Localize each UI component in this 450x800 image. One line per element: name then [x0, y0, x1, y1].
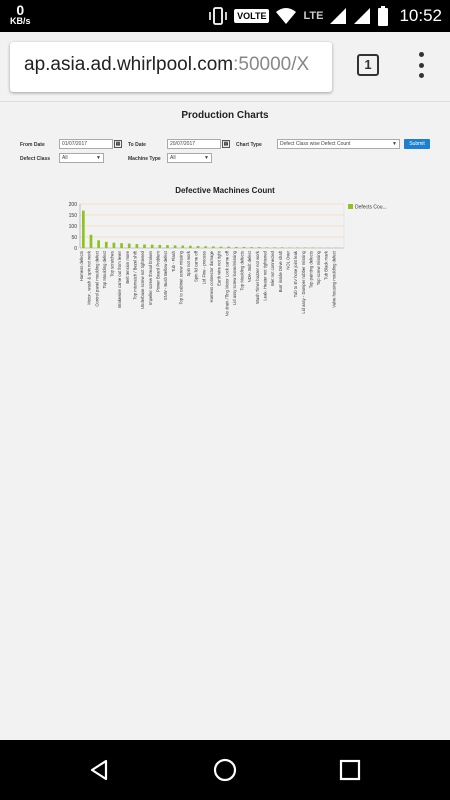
volte-badge: VOLTE	[234, 9, 269, 23]
defects-bar-chart	[0, 196, 450, 436]
x-tick-label: Underbase screw not tightened	[140, 251, 146, 309]
bar	[204, 246, 207, 248]
machine-type-value: All	[170, 155, 176, 161]
bar	[166, 245, 169, 248]
bar	[82, 211, 85, 248]
bar	[281, 247, 284, 248]
chart-title: Defective Machines Count	[175, 186, 275, 195]
x-tick-label: Power Board Problem	[155, 251, 161, 292]
x-tick-label: No drain /Tlng Motor Lock came off	[224, 251, 230, 317]
back-icon[interactable]	[88, 758, 112, 782]
bar	[128, 244, 131, 248]
defect-class-label: Defect Class	[20, 156, 51, 162]
bar	[136, 244, 139, 248]
network-speed	[10, 3, 31, 26]
page-title: Production Charts	[181, 110, 269, 121]
machine-type-select[interactable]	[167, 153, 212, 163]
bar	[266, 247, 269, 248]
x-tick-label: Lid Fine - process	[201, 251, 207, 285]
x-tick-label: Top Moulding defects	[239, 251, 245, 291]
status-bar	[0, 0, 450, 32]
machine-type-label: Machine Type	[128, 156, 161, 162]
menu-dot-icon	[419, 52, 424, 57]
bar	[227, 247, 230, 248]
bar	[105, 242, 108, 248]
status-icons	[208, 5, 442, 27]
y-tick-label: 200	[68, 202, 77, 208]
x-tick-label: Inlet not connected	[270, 251, 276, 287]
bar	[120, 243, 123, 248]
x-tick-label: Tub - Flash	[170, 251, 176, 273]
x-tick-label: Top mismatch / Bezel shift	[132, 251, 138, 300]
url-path: :50000/X	[233, 54, 310, 75]
x-tick-label: NDA- Bolt defect	[247, 251, 253, 283]
bar	[250, 247, 253, 248]
to-date-label: To Date	[128, 142, 146, 148]
bar	[212, 246, 215, 248]
wifi-icon	[275, 7, 297, 25]
home-icon[interactable]	[212, 757, 238, 783]
defect-class-select[interactable]	[59, 153, 104, 163]
signal-icon	[329, 7, 347, 25]
bar	[113, 243, 116, 248]
bar	[273, 247, 276, 248]
chart-type-select[interactable]	[277, 139, 400, 149]
x-tick-label: Top screw missing	[316, 251, 322, 286]
x-tick-label: Spin not work	[186, 251, 192, 277]
x-tick-label: Motor , wash & spin not work	[86, 251, 92, 305]
y-tick-label: 0	[74, 246, 77, 252]
x-tick-label: Wash Timer buzzer not work	[254, 251, 260, 304]
clock: 10:52	[399, 6, 442, 25]
x-tick-label: Burr inside Drive shaft	[277, 251, 283, 293]
x-tick-label: Tub to EV hose joint leak	[293, 251, 299, 298]
bar	[158, 245, 161, 248]
x-tick-label: Tub Black mark	[323, 251, 329, 280]
x-tick-label: Harness connector damage	[209, 251, 214, 303]
network-speed-unit: KB/s	[10, 16, 31, 26]
x-tick-label: Harness defects	[79, 251, 84, 282]
x-tick-label: Lid assy - Damper rubber missing	[300, 251, 306, 314]
bar	[220, 247, 223, 248]
x-tick-label: Leak- Heater not tightened	[262, 251, 268, 301]
x-tick-label: Top to cabinet screw missing	[178, 251, 184, 305]
bar	[197, 246, 200, 248]
defect-class-value: All	[62, 155, 68, 161]
browser-menu-button[interactable]	[418, 52, 424, 78]
url-host: ap.asia.ad.whirlpool.com	[24, 54, 234, 75]
bar	[97, 240, 100, 248]
bar	[189, 246, 192, 248]
x-tick-label: Top painting defects	[308, 251, 314, 289]
bar	[243, 247, 246, 248]
chevron-down-icon: ▼	[96, 155, 101, 161]
x-tick-label: Earth wire not tight	[216, 251, 222, 286]
menu-dot-icon	[419, 73, 424, 78]
bar	[235, 247, 238, 248]
chart-type-value: Defect Class wise Defect Count	[280, 141, 351, 147]
bar	[151, 245, 154, 248]
x-tick-label: Top scratches	[109, 251, 115, 277]
battery-icon	[377, 6, 389, 26]
submit-button[interactable]: Submit	[404, 139, 430, 149]
chart-type-label: Chart Type	[236, 142, 262, 148]
x-tick-label: Impeller screw thread broken	[147, 251, 153, 305]
bar	[258, 247, 261, 248]
lte-label: LTE	[303, 10, 324, 22]
x-tick-label: Belt tension more	[124, 251, 130, 284]
page-content	[0, 102, 450, 740]
to-date-calendar-icon[interactable]: ▦	[223, 141, 229, 147]
x-tick-label: SNW - Bush Bellow defect	[163, 251, 169, 301]
chevron-down-icon: ▼	[204, 155, 209, 161]
from-date-input[interactable]: 01/07/2017	[59, 139, 113, 149]
x-tick-label: Spin lid came off	[193, 251, 199, 282]
y-tick-label: 50	[71, 235, 77, 241]
signal-icon	[353, 7, 371, 25]
browser-toolbar	[0, 32, 450, 102]
x-tick-label: Valve housing moulding defect	[331, 251, 337, 308]
x-tick-label: Lid assy screw loose/missing	[231, 250, 237, 305]
x-tick-label: NOL Over	[285, 251, 291, 270]
bar	[143, 244, 146, 248]
from-date-label: From Date	[20, 142, 45, 148]
network-speed-value: 0	[16, 2, 25, 18]
recents-icon[interactable]	[339, 759, 361, 781]
y-tick-label: 150	[68, 213, 77, 219]
legend-swatch	[348, 204, 353, 209]
bar	[90, 235, 93, 248]
bar	[181, 246, 184, 248]
to-date-input[interactable]: 20/07/2017	[167, 139, 221, 149]
x-tick-label: Top Moulding defect	[101, 251, 107, 289]
y-tick-label: 100	[68, 224, 77, 230]
vibrate-icon	[208, 7, 228, 25]
x-tick-label: Brakewire came out from lever	[117, 251, 123, 308]
address-bar[interactable]	[10, 42, 332, 92]
from-date-calendar-icon[interactable]: ▦	[115, 141, 121, 147]
bar	[174, 245, 177, 248]
menu-dot-icon	[419, 63, 424, 68]
legend-label: Defects Cou...	[355, 204, 387, 211]
tab-switcher-button[interactable]: 1	[357, 54, 379, 76]
chevron-down-icon: ▼	[392, 141, 397, 147]
x-tick-label: Control panel moulding defect	[94, 251, 100, 307]
navigation-bar	[0, 740, 450, 800]
